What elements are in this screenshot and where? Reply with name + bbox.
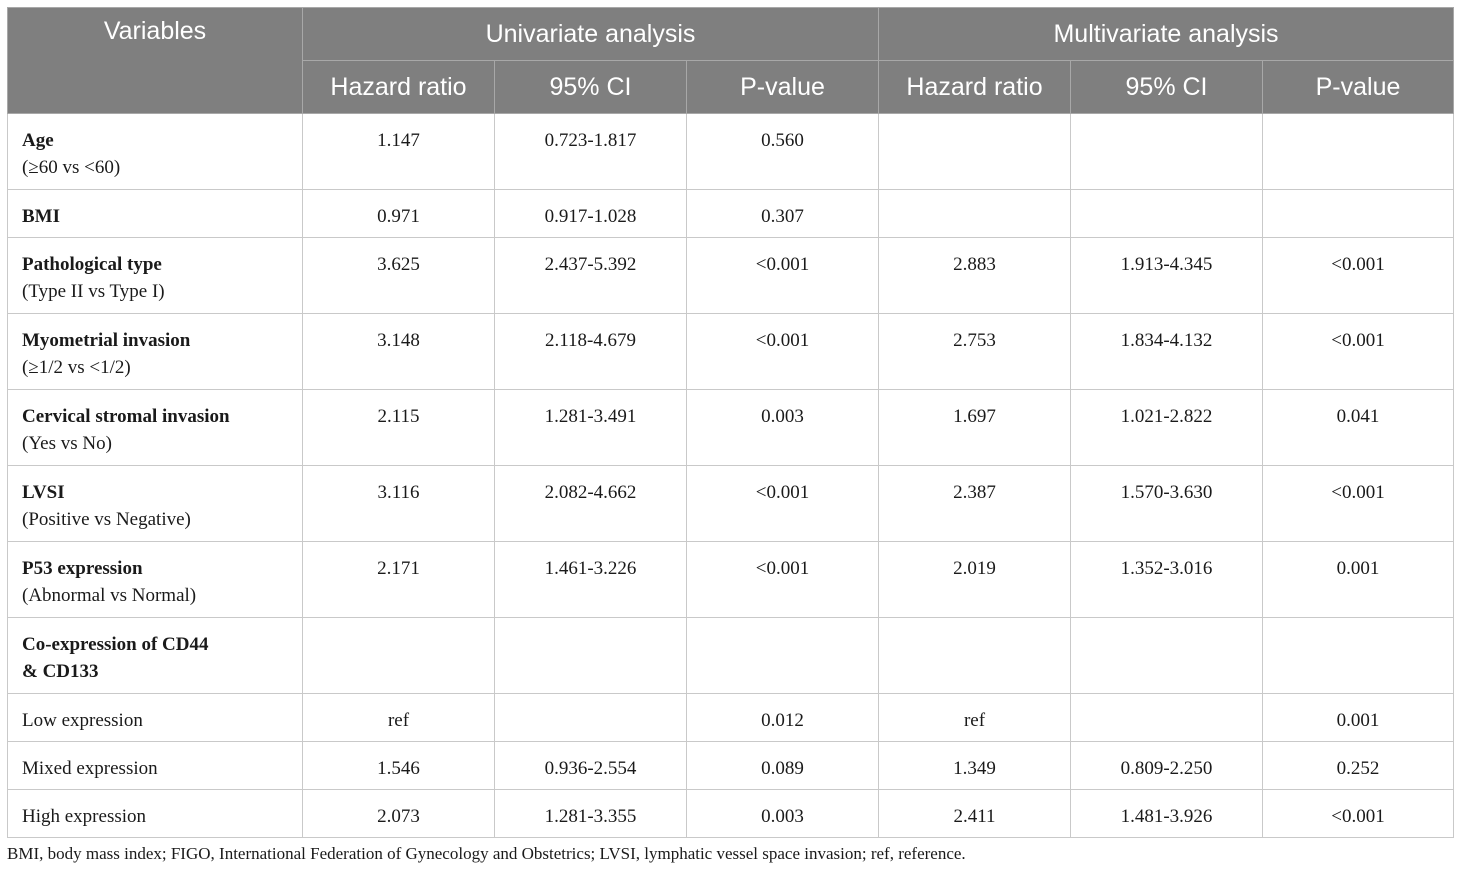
multi-p-value-cell: 0.001 xyxy=(1263,694,1454,742)
header-uni-hazard-ratio: Hazard ratio xyxy=(303,61,495,114)
variable-cell xyxy=(8,466,303,542)
variable-cell xyxy=(8,314,303,390)
multi-hazard-ratio-cell: 2.019 xyxy=(879,542,1071,618)
uni-p-value-cell: <0.001 xyxy=(687,314,879,390)
multi-ci-cell: 1.913-4.345 xyxy=(1071,238,1263,314)
multi-p-value-cell: <0.001 xyxy=(1263,314,1454,390)
table-footnote: BMI, body mass index; FIGO, International Federation of Gynecology and Obstetrics; LVSI, lymphatic vessel space invasion; ref, reference. xyxy=(7,844,966,863)
uni-ci-cell: 0.936-2.554 xyxy=(495,742,687,790)
multi-ci-cell: 1.021-2.822 xyxy=(1071,390,1263,466)
variable-comparison: (≥60 vs <60) xyxy=(22,157,121,178)
multi-p-value-cell xyxy=(1263,114,1454,190)
variable-cell xyxy=(8,390,303,466)
table-row xyxy=(8,114,1454,190)
multi-ci-cell xyxy=(1071,114,1263,190)
uni-p-value-cell xyxy=(687,618,879,694)
table-row xyxy=(8,618,1454,694)
variable-comparison: (≥1/2 vs <1/2) xyxy=(22,357,131,378)
table-row xyxy=(8,790,1454,838)
uni-hazard-ratio-cell: 0.971 xyxy=(303,190,495,238)
multi-hazard-ratio-cell: 2.411 xyxy=(879,790,1071,838)
header-multivariate: Multivariate analysis xyxy=(879,8,1454,61)
multi-hazard-ratio-cell: 2.753 xyxy=(879,314,1071,390)
table-body xyxy=(8,114,1454,838)
header-univariate: Univariate analysis xyxy=(303,8,879,61)
variable-cell xyxy=(8,694,303,742)
multi-ci-cell xyxy=(1071,694,1263,742)
header-multi-p-value: P-value xyxy=(1263,61,1454,114)
variable-cell xyxy=(8,238,303,314)
uni-ci-cell xyxy=(495,618,687,694)
uni-ci-cell: 2.118-4.679 xyxy=(495,314,687,390)
multi-hazard-ratio-cell: 1.349 xyxy=(879,742,1071,790)
table-row xyxy=(8,542,1454,618)
variable-name: Cervical stromal invasion xyxy=(22,406,230,427)
uni-ci-cell: 2.437-5.392 xyxy=(495,238,687,314)
multi-hazard-ratio-cell xyxy=(879,618,1071,694)
uni-hazard-ratio-cell: 2.073 xyxy=(303,790,495,838)
uni-ci-cell: 0.917-1.028 xyxy=(495,190,687,238)
uni-p-value-cell: 0.003 xyxy=(687,790,879,838)
uni-p-value-cell: 0.307 xyxy=(687,190,879,238)
variable-name: Myometrial invasion xyxy=(22,330,191,351)
multi-p-value-cell xyxy=(1263,618,1454,694)
uni-ci-cell: 0.723-1.817 xyxy=(495,114,687,190)
multi-p-value-cell xyxy=(1263,190,1454,238)
uni-p-value-cell: <0.001 xyxy=(687,466,879,542)
cox-regression-table xyxy=(7,7,1454,838)
uni-hazard-ratio-cell: 2.115 xyxy=(303,390,495,466)
header-multi-ci: 95% CI xyxy=(1071,61,1263,114)
uni-hazard-ratio-cell: 3.625 xyxy=(303,238,495,314)
variable-name: LVSI xyxy=(22,482,65,503)
uni-p-value-cell: 0.560 xyxy=(687,114,879,190)
table-row xyxy=(8,694,1454,742)
multi-ci-cell xyxy=(1071,618,1263,694)
variable-name: High expression xyxy=(22,806,147,827)
variable-cell xyxy=(8,542,303,618)
variable-cell xyxy=(8,790,303,838)
variable-name: Age xyxy=(22,130,54,151)
uni-ci-cell: 1.281-3.491 xyxy=(495,390,687,466)
uni-hazard-ratio-cell xyxy=(303,618,495,694)
header-variables: Variables xyxy=(8,8,303,114)
multi-hazard-ratio-cell xyxy=(879,190,1071,238)
uni-ci-cell xyxy=(495,694,687,742)
variable-cell xyxy=(8,114,303,190)
multi-ci-cell: 1.352-3.016 xyxy=(1071,542,1263,618)
table-row xyxy=(8,238,1454,314)
variable-cell xyxy=(8,742,303,790)
multi-p-value-cell: <0.001 xyxy=(1263,466,1454,542)
uni-hazard-ratio-cell: 3.116 xyxy=(303,466,495,542)
multi-hazard-ratio-cell: 2.883 xyxy=(879,238,1071,314)
variable-comparison: (Type II vs Type I) xyxy=(22,281,165,302)
multi-hazard-ratio-cell: ref xyxy=(879,694,1071,742)
multi-p-value-cell: 0.041 xyxy=(1263,390,1454,466)
variable-comparison: (Abnormal vs Normal) xyxy=(22,585,197,606)
header-multi-hazard-ratio: Hazard ratio xyxy=(879,61,1071,114)
multi-ci-cell: 0.809-2.250 xyxy=(1071,742,1263,790)
multi-p-value-cell: <0.001 xyxy=(1263,238,1454,314)
header-uni-ci: 95% CI xyxy=(495,61,687,114)
multi-p-value-cell: 0.001 xyxy=(1263,542,1454,618)
uni-p-value-cell: 0.003 xyxy=(687,390,879,466)
variable-name: Pathological type xyxy=(22,254,162,275)
table-row xyxy=(8,190,1454,238)
uni-ci-cell: 1.281-3.355 xyxy=(495,790,687,838)
variable-name: P53 expression xyxy=(22,558,143,579)
table-row xyxy=(8,742,1454,790)
uni-p-value-cell: 0.012 xyxy=(687,694,879,742)
variable-comparison: & CD133 xyxy=(22,661,99,682)
multi-ci-cell: 1.570-3.630 xyxy=(1071,466,1263,542)
table-row xyxy=(8,390,1454,466)
uni-hazard-ratio-cell: 3.148 xyxy=(303,314,495,390)
uni-hazard-ratio-cell: 1.546 xyxy=(303,742,495,790)
uni-hazard-ratio-cell: ref xyxy=(303,694,495,742)
header-uni-p-value: P-value xyxy=(687,61,879,114)
variable-name: Co-expression of CD44 xyxy=(22,634,209,655)
multi-ci-cell: 1.481-3.926 xyxy=(1071,790,1263,838)
table-row xyxy=(8,314,1454,390)
uni-p-value-cell: 0.089 xyxy=(687,742,879,790)
variable-name: Low expression xyxy=(22,710,143,731)
variable-cell xyxy=(8,618,303,694)
table-row xyxy=(8,466,1454,542)
multi-hazard-ratio-cell xyxy=(879,114,1071,190)
uni-ci-cell: 2.082-4.662 xyxy=(495,466,687,542)
multi-p-value-cell: 0.252 xyxy=(1263,742,1454,790)
variable-name: BMI xyxy=(22,206,60,227)
variable-comparison: (Yes vs No) xyxy=(22,433,112,454)
uni-p-value-cell: <0.001 xyxy=(687,542,879,618)
uni-ci-cell: 1.461-3.226 xyxy=(495,542,687,618)
multi-hazard-ratio-cell: 2.387 xyxy=(879,466,1071,542)
variable-cell xyxy=(8,190,303,238)
multi-ci-cell: 1.834-4.132 xyxy=(1071,314,1263,390)
multi-ci-cell xyxy=(1071,190,1263,238)
multi-p-value-cell: <0.001 xyxy=(1263,790,1454,838)
variable-comparison: (Positive vs Negative) xyxy=(22,509,191,530)
uni-p-value-cell: <0.001 xyxy=(687,238,879,314)
uni-hazard-ratio-cell: 2.171 xyxy=(303,542,495,618)
multi-hazard-ratio-cell: 1.697 xyxy=(879,390,1071,466)
uni-hazard-ratio-cell: 1.147 xyxy=(303,114,495,190)
variable-name: Mixed expression xyxy=(22,758,158,779)
